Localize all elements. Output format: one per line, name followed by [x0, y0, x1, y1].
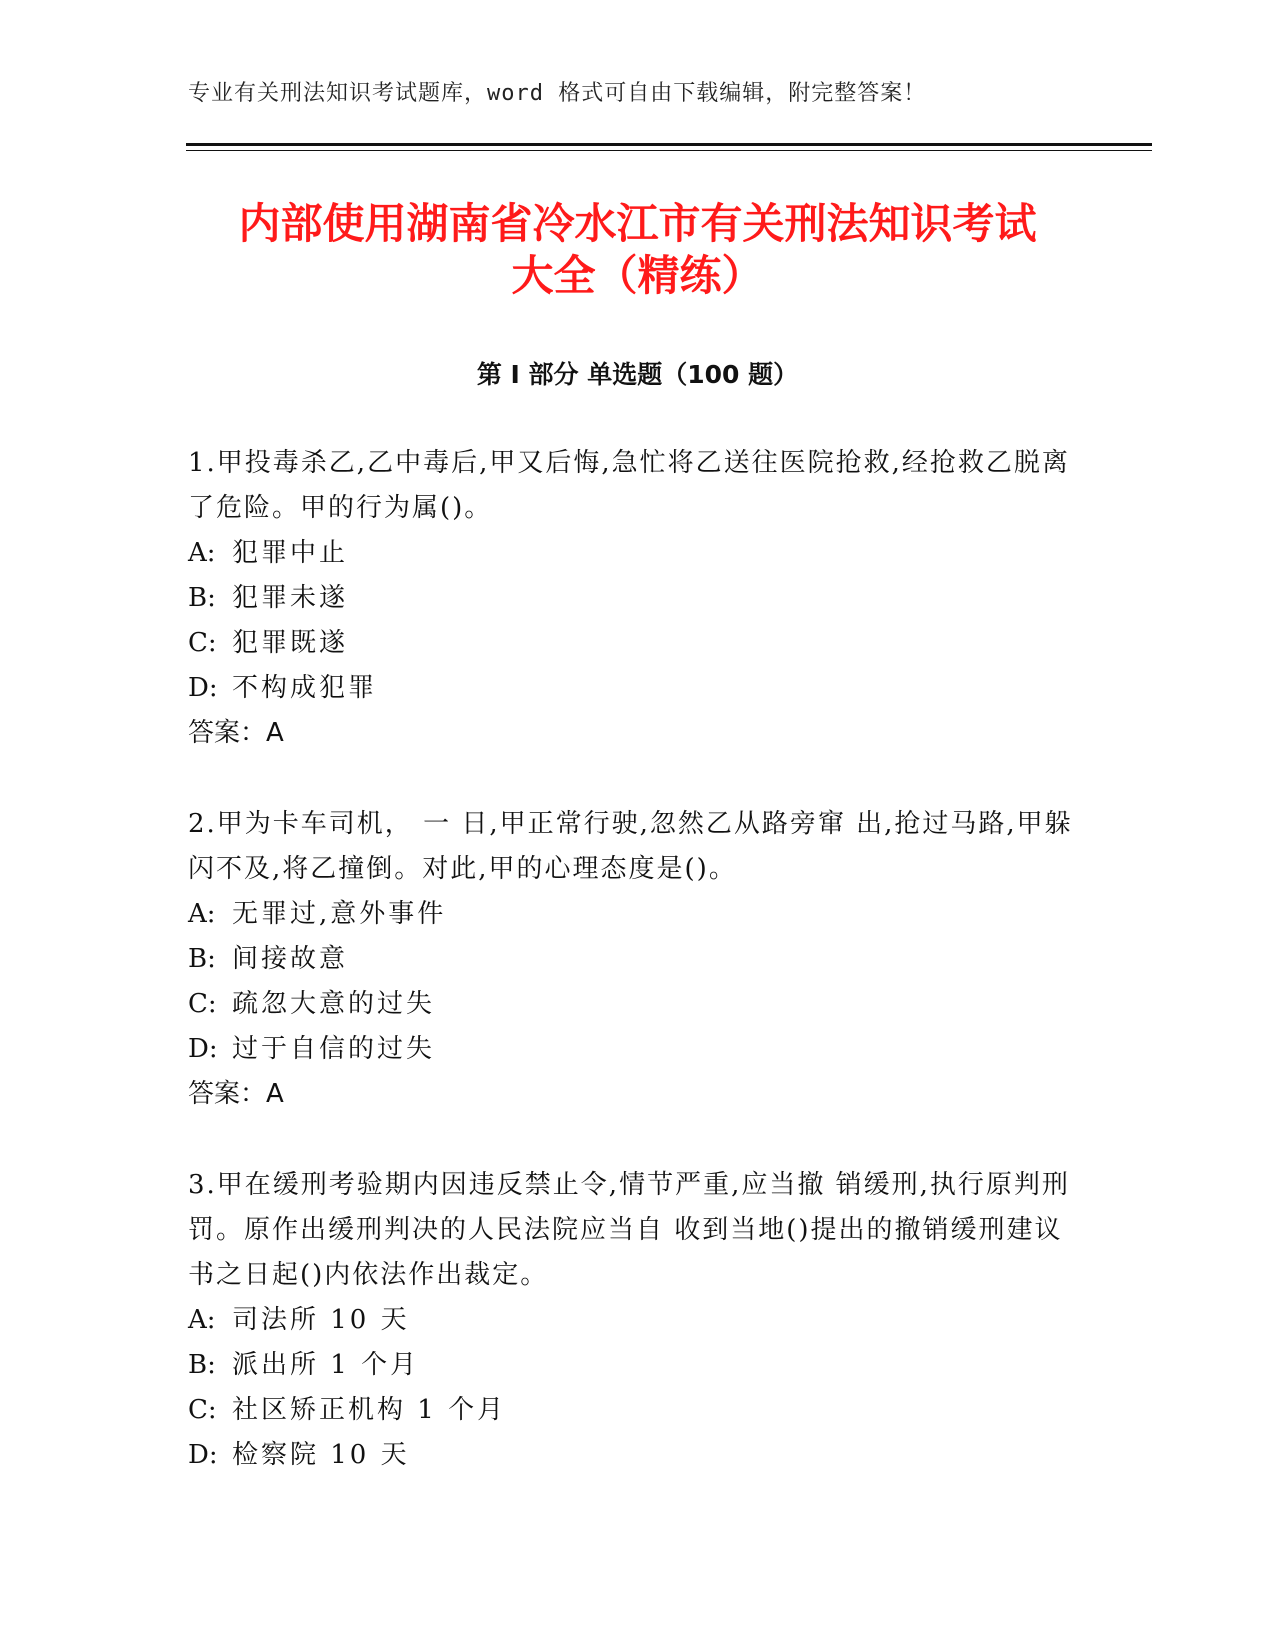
option-b — [188, 937, 1088, 982]
option-d — [188, 666, 1088, 711]
document-title-line-2: 大全（精练） — [511, 251, 764, 300]
option-text: 犯罪中止 — [232, 538, 349, 568]
option-text: 犯罪既遂 — [232, 628, 349, 658]
header-rule-thin — [186, 150, 1152, 151]
option-letter: B: — [188, 944, 216, 974]
option-a — [188, 1298, 1088, 1343]
question-stem: 2.甲为卡车司机， 一 日,甲正常行驶,忽然乙从路旁窜 出,抢过马路,甲躲闪不及,将乙撞倒。对此,甲的心理态度是()。 — [188, 809, 1073, 884]
option-a — [188, 531, 1088, 576]
section-title: 第 I 部分 单选题（100 题） — [476, 360, 799, 389]
option-letter: D: — [188, 1440, 218, 1470]
option-letter: C: — [188, 628, 217, 658]
option-letter: D: — [188, 1034, 218, 1064]
option-b — [188, 576, 1088, 621]
document-title — [140, 198, 1135, 302]
option-letter: A: — [188, 1305, 216, 1335]
option-c — [188, 621, 1088, 666]
option-letter: D: — [188, 673, 218, 703]
option-letter: A: — [188, 899, 216, 929]
option-letter: B: — [188, 583, 216, 613]
option-d — [188, 1433, 1088, 1478]
question-stem: 1.甲投毒杀乙,乙中毒后,甲又后悔,急忙将乙送往医院抢救,经抢救乙脱离了危险。甲的行为属()。 — [188, 448, 1070, 523]
option-b — [188, 1343, 1088, 1388]
option-text: 无罪过,意外事件 — [232, 899, 447, 929]
option-text: 不构成犯罪 — [232, 673, 378, 703]
option-letter: C: — [188, 1395, 217, 1425]
option-text: 犯罪未遂 — [232, 583, 349, 613]
option-text: 过于自信的过失 — [232, 1034, 436, 1064]
option-c — [188, 982, 1088, 1027]
option-c — [188, 1388, 1088, 1433]
option-a — [188, 892, 1088, 937]
option-d — [188, 1027, 1088, 1072]
answer-line: 答案：A — [188, 718, 284, 748]
option-text: 检察院 10 天 — [232, 1440, 410, 1470]
answer-line: 答案：A — [188, 1079, 284, 1109]
question-stem: 3.甲在缓刑考验期内因违反禁止令,情节严重,应当撤 销缓刑,执行原判刑罚。原作出缓刑判决的人民法院应当自 收到当地()提出的撤销缓刑建议书之日起()内依法作出裁定。 — [188, 1170, 1070, 1290]
option-letter: C: — [188, 989, 217, 1019]
option-text: 疏忽大意的过失 — [232, 989, 436, 1019]
question-1 — [188, 441, 1088, 756]
question-2 — [188, 802, 1088, 1117]
header-rule-thick — [186, 143, 1152, 146]
document-title-line-1: 内部使用湖南省冷水江市有关刑法知识考试 — [238, 199, 1037, 248]
option-letter: B: — [188, 1350, 216, 1380]
option-text: 间接故意 — [232, 944, 349, 974]
question-3 — [188, 1163, 1088, 1478]
option-text: 派出所 1 个月 — [232, 1350, 420, 1380]
option-letter: A: — [188, 538, 216, 568]
option-text: 司法所 10 天 — [232, 1305, 410, 1335]
header-note: 专业有关刑法知识考试题库，word 格式可自由下载编辑，附完整答案！ — [188, 81, 927, 106]
option-text: 社区矫正机构 1 个月 — [232, 1395, 507, 1425]
question-list — [188, 441, 1088, 1478]
